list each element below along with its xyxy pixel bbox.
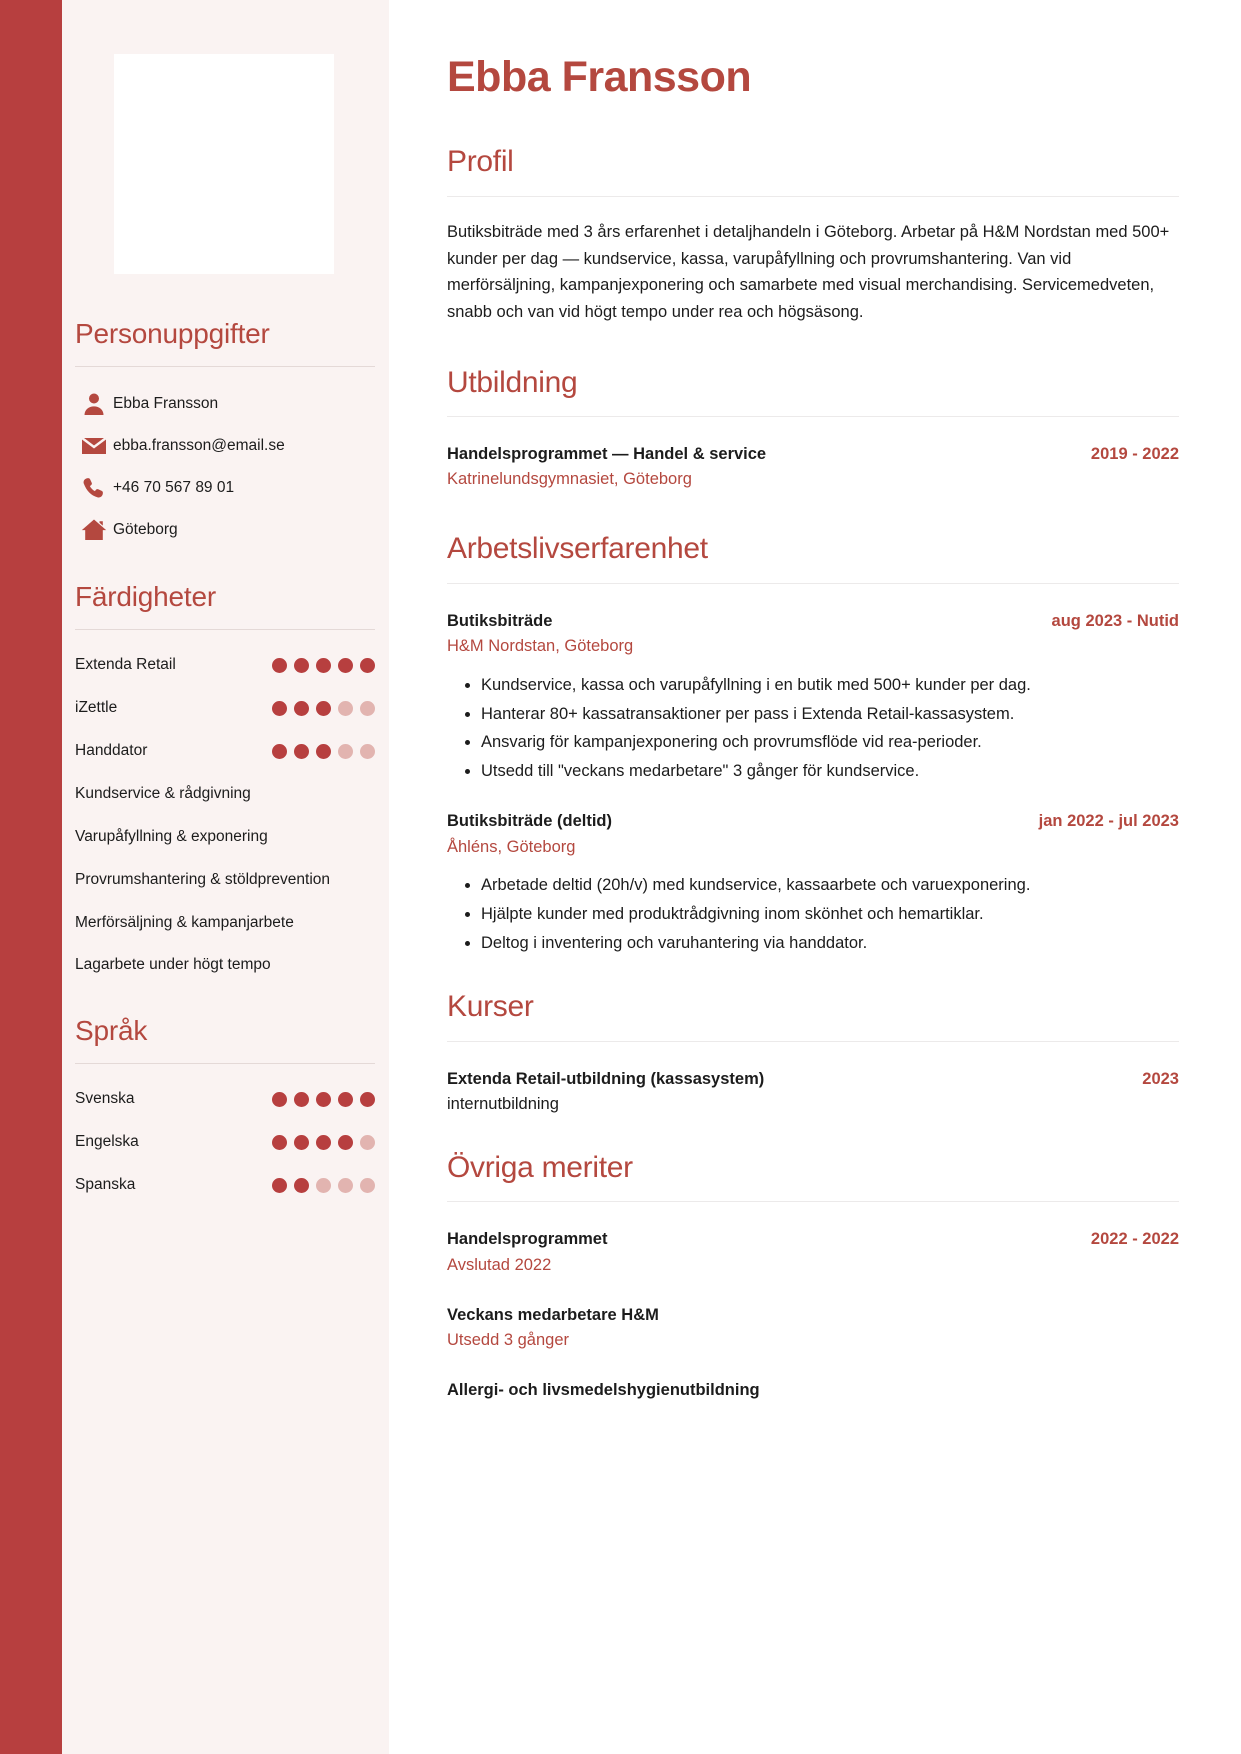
bullet-item: • Hanterar 80+ kassatransaktioner per pass i Extenda Retail-kassasystem.: [481, 702, 1179, 728]
entry-title: Handelsprogrammet: [447, 1230, 608, 1249]
entry-date: jan 2022 - jul 2023: [1038, 812, 1179, 831]
rating-dot: [294, 701, 309, 716]
language-item: [75, 1121, 375, 1164]
envelope-icon: [75, 436, 113, 456]
entry-header: [447, 1304, 1179, 1326]
person-icon: [75, 392, 113, 416]
language-item-label: Svenska: [75, 1090, 135, 1108]
rating-dot: [272, 744, 287, 759]
rating-dot: [338, 1178, 353, 1193]
section-other-merits: [447, 1151, 1179, 1401]
cv-entry: [447, 1228, 1179, 1277]
entry-title: Butiksbiträde: [447, 611, 553, 630]
rating-dot: [360, 658, 375, 673]
rating-dot: [360, 1135, 375, 1150]
rating-dot: [338, 1135, 353, 1150]
divider: [447, 416, 1179, 417]
entry-bullets: [447, 673, 1179, 784]
cv-entry: [447, 443, 1179, 492]
contact-value: Göteborg: [113, 520, 178, 538]
rating-dot: [294, 744, 309, 759]
skills-heading: Färdigheter: [75, 581, 216, 612]
skill-item-label: Extenda Retail: [75, 656, 176, 673]
rating-dot: [294, 1135, 309, 1150]
cv-entry: [447, 1379, 1179, 1401]
rating-dot: [316, 1178, 331, 1193]
divider: [75, 629, 375, 630]
entry-subtitle: Katrinelundsgymnasiet, Göteborg: [447, 470, 692, 489]
skill-item: [75, 902, 375, 945]
main-content: [389, 0, 1241, 1754]
education-heading: Utbildning: [447, 365, 578, 399]
personal-details-heading: Personuppgifter: [75, 318, 270, 349]
entry-date: 2023: [1142, 1069, 1179, 1088]
rating-dot: [338, 1092, 353, 1107]
entry-subtitle: H&M Nordstan, Göteborg: [447, 637, 634, 656]
divider: [447, 583, 1179, 584]
education-entries: [447, 443, 1179, 492]
skill-item-label: Kundservice & rådgivning: [75, 784, 251, 802]
rating-dots: [272, 1178, 375, 1193]
entry-title: Butiksbiträde (deltid): [447, 812, 613, 831]
skill-item-label: Handdator: [75, 741, 148, 759]
courses-entries: [447, 1068, 1179, 1117]
rating-dot: [294, 658, 309, 673]
language-item-label: Spanska: [75, 1176, 136, 1194]
rating-dot: [294, 1092, 309, 1107]
language-item: [75, 1164, 375, 1207]
entry-subtitle: Utsedd 3 gånger: [447, 1330, 570, 1349]
languages-heading: Språk: [75, 1015, 148, 1047]
entry-header: [447, 1379, 1179, 1401]
phone-icon: [75, 476, 113, 500]
profile-heading: Profil: [447, 145, 514, 179]
section-personal-details: [75, 318, 375, 551]
page-title: Ebba Fransson: [447, 53, 752, 101]
profile-photo-placeholder: [114, 54, 334, 274]
rating-dot: [272, 658, 287, 673]
rating-dots: [272, 658, 375, 673]
skill-item: [75, 859, 375, 902]
rating-dot: [272, 701, 287, 716]
entry-title: Extenda Retail-utbildning (kassasystem): [447, 1069, 765, 1088]
bullet-item: • Hjälpte kunder med produktrådgivning inom skönhet och hemartiklar.: [481, 902, 1179, 928]
entry-subtitle: internutbildning: [447, 1094, 559, 1113]
rating-dot: [316, 1135, 331, 1150]
rating-dot: [272, 1092, 287, 1107]
entry-header: [447, 1228, 1179, 1250]
contact-value: ebba.fransson@email.se: [113, 436, 285, 454]
contact-value: +46 70 567 89 01: [113, 478, 235, 496]
entry-header: [447, 610, 1179, 632]
rating-dot: [360, 744, 375, 759]
section-courses: [447, 990, 1179, 1117]
divider: [75, 366, 375, 367]
skill-item: [75, 944, 375, 987]
divider: [75, 1063, 375, 1064]
skill-item: [75, 687, 375, 730]
contact-row: [75, 425, 375, 467]
language-item: [75, 1078, 375, 1121]
skill-item-label: Provrumshantering & stöldprevention: [75, 870, 331, 888]
rating-dot: [316, 744, 331, 759]
rating-dot: [316, 658, 331, 673]
section-profile: [447, 145, 1179, 325]
entry-date: aug 2023 - Nutid: [1051, 611, 1179, 630]
entry-title: Veckans medarbetare H&M: [447, 1305, 659, 1324]
entry-header: [447, 810, 1179, 832]
rating-dots: [272, 744, 375, 759]
cv-entry: [447, 610, 1179, 784]
entry-subtitle: Åhléns, Göteborg: [447, 837, 576, 856]
rating-dot: [272, 1135, 287, 1150]
skill-item-label: iZettle: [75, 698, 118, 716]
skill-item: [75, 816, 375, 859]
contact-row: [75, 509, 375, 551]
section-skills: [75, 581, 375, 987]
rating-dot: [316, 701, 331, 716]
rating-dot: [360, 1178, 375, 1193]
rating-dots: [272, 1092, 375, 1107]
skill-item: [75, 773, 375, 816]
section-education: [447, 366, 1179, 493]
entry-header: [447, 443, 1179, 465]
home-icon: [75, 518, 113, 542]
bullet-item: • Arbetade deltid (20h/v) med kundservice, kassaarbete och varuexponering.: [481, 873, 1179, 899]
entry-header: [447, 1068, 1179, 1090]
section-experience: [447, 532, 1179, 956]
courses-heading: Kurser: [447, 990, 534, 1024]
skill-item-label: Merförsäljning & kampanjarbete: [75, 913, 294, 931]
entry-title: Handelsprogrammet — Handel & service: [447, 445, 767, 464]
rating-dot: [316, 1092, 331, 1107]
skill-item-label: Varupåfyllning & exponering: [75, 827, 268, 845]
divider: [447, 196, 1179, 197]
rating-dot: [294, 1178, 309, 1193]
profile-text: Butiksbiträde med 3 års erfarenhet i detaljhandeln i Göteborg. Arbetar på H&M Nordstan med 500+ kunder per dag — kundservice, kassa, varupåfyllning och provrumshantering. Van vid merförsäljning, kampanjexponering och samarbete med visual merchandising. Servicemedveten, snabb och van vid högt tempo under rea och högsäsong.: [447, 222, 1170, 321]
divider: [447, 1041, 1179, 1042]
rating-dots: [272, 1135, 375, 1150]
language-item-label: Engelska: [75, 1133, 139, 1151]
contact-list: [75, 383, 375, 551]
divider: [447, 1201, 1179, 1202]
other-merits-heading: Övriga meriter: [447, 1150, 633, 1184]
sidebar: [62, 0, 389, 1754]
entry-subtitle: Avslutad 2022: [447, 1255, 552, 1274]
rating-dots: [272, 701, 375, 716]
rating-dot: [360, 1092, 375, 1107]
cv-entry: [447, 1068, 1179, 1117]
bullet-item: • Utsedd till "veckans medarbetare" 3 gånger för kundservice.: [481, 759, 1179, 785]
experience-entries: [447, 610, 1179, 956]
skill-item-label: Lagarbete under högt tempo: [75, 956, 271, 974]
rating-dot: [338, 658, 353, 673]
contact-value: Ebba Fransson: [113, 394, 219, 412]
contact-row: [75, 467, 375, 509]
entry-bullets: [447, 873, 1179, 956]
cv-entry: [447, 1304, 1179, 1353]
entry-date: 2022 - 2022: [1090, 1230, 1179, 1249]
contact-row: [75, 383, 375, 425]
skills-list: [75, 644, 375, 987]
skill-item: [75, 730, 375, 773]
rating-dot: [360, 701, 375, 716]
languages-list: [75, 1078, 375, 1207]
rating-dot: [338, 701, 353, 716]
entry-title: Allergi- och livsmedelshygienutbildning: [447, 1380, 760, 1399]
bullet-item: • Kundservice, kassa och varupåfyllning i en butik med 500+ kunder per dag.: [481, 673, 1179, 699]
skill-item: [75, 644, 375, 687]
entry-date: 2019 - 2022: [1090, 445, 1179, 464]
rating-dot: [338, 744, 353, 759]
left-accent-bar: [0, 0, 62, 1754]
cv-entry: [447, 810, 1179, 956]
rating-dot: [272, 1178, 287, 1193]
bullet-item: • Deltog i inventering och varuhantering via handdator.: [481, 931, 1179, 957]
experience-heading: Arbetslivserfarenhet: [447, 532, 708, 566]
other-merits-entries: [447, 1228, 1179, 1401]
bullet-item: • Ansvarig för kampanjexponering och provrumsflöde vid rea-perioder.: [481, 730, 1179, 756]
section-languages: [75, 1015, 375, 1207]
